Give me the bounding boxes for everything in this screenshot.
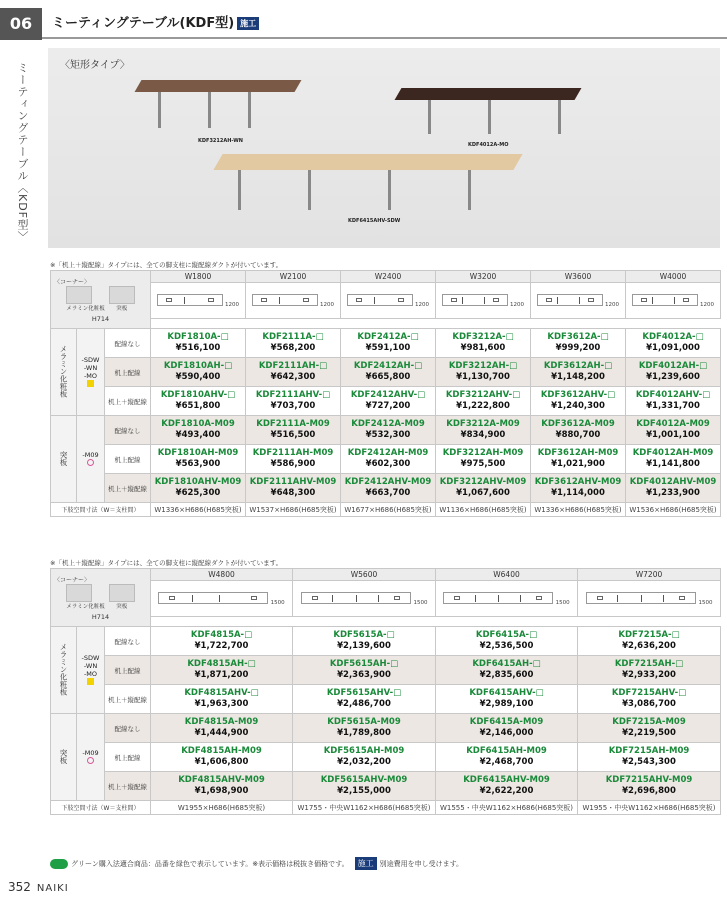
table-image-dark xyxy=(395,88,582,100)
color-swatch-icon xyxy=(87,380,94,387)
table-leg xyxy=(388,170,391,210)
price-cell: KDF2412AH-□ ¥665,800 xyxy=(341,358,436,387)
price-cell: KDF3612A-M09 ¥880,700 xyxy=(531,416,626,445)
row-label: 机上配線 xyxy=(105,358,151,387)
price-cell: KDF7215A-□ ¥2,636,200 xyxy=(578,627,721,656)
width-header: W2100 xyxy=(246,271,341,283)
clearance-cell: W1555・中央W1162×H686(H685突板) xyxy=(436,801,578,815)
price-cell: KDF2111A-M09 ¥516,500 xyxy=(246,416,341,445)
photo-caption: KDF4012A-MO xyxy=(468,142,509,148)
price-cell: KDF3212AHV-M09 ¥1,067,600 xyxy=(436,474,531,503)
clearance-cell: W1136×H686(H685突板) xyxy=(436,503,531,517)
price-cell: KDF2412AH-M09 ¥602,300 xyxy=(341,445,436,474)
price-cell: KDF1810AH-M09 ¥563,900 xyxy=(151,445,246,474)
price-cell: KDF4012AH-M09 ¥1,141,800 xyxy=(626,445,721,474)
construction-badge: 施工 xyxy=(237,17,259,30)
clearance-cell: W1336×H686(H685突板) xyxy=(531,503,626,517)
price-cell: KDF2412AHV-□ ¥727,200 xyxy=(341,387,436,416)
table-image-walnut xyxy=(135,80,302,92)
group-veneer: 突板 xyxy=(51,714,77,801)
melamine-swatch xyxy=(66,584,92,602)
width-header: W3200 xyxy=(436,271,531,283)
clearance-cell: W1955・中央W1162×H686(H685突板) xyxy=(578,801,721,815)
price-cell: KDF5615A-M09 ¥1,789,800 xyxy=(293,714,436,743)
melamine-swatch xyxy=(66,286,92,304)
price-cell: KDF2111AH-□ ¥642,300 xyxy=(246,358,341,387)
corner-header xyxy=(51,569,151,627)
finish-label: 突板 xyxy=(116,603,128,610)
price-cell: KDF3612AH-□ ¥1,148,200 xyxy=(531,358,626,387)
group-colors: -M09 xyxy=(77,714,105,801)
photo-caption: KDF3212AH-WN xyxy=(198,138,243,144)
green-purchase-icon xyxy=(50,859,68,869)
group-melamine: メラミン化粧板 xyxy=(51,329,77,416)
plan-diagram: 1200 xyxy=(151,283,246,319)
price-cell: KDF3212A-M09 ¥834,900 xyxy=(436,416,531,445)
finish-label: メラミン化粧板 xyxy=(66,305,105,312)
width-header: W5600 xyxy=(293,569,436,581)
height-label: H714 xyxy=(91,314,110,323)
product-photo xyxy=(48,48,720,248)
color-mark-icon xyxy=(87,459,94,466)
table-leg xyxy=(468,170,471,210)
width-header: W7200 xyxy=(578,569,721,581)
row-label: 配線なし xyxy=(105,416,151,445)
price-cell: KDF1810AHV-□ ¥651,800 xyxy=(151,387,246,416)
group-colors: -SDW -WN -MO xyxy=(77,329,105,416)
clearance-cell: W1537×H686(H685突板) xyxy=(246,503,341,517)
brand-name: NAIKI xyxy=(36,883,69,894)
side-label: ミーティングテーブル〈KDF型〉 xyxy=(16,62,29,244)
row-label: 机上＋縦配線 xyxy=(105,685,151,714)
row-label: 机上＋縦配線 xyxy=(105,474,151,503)
page-title: ミーティングテーブル(KDF型) 施工 xyxy=(52,12,259,31)
row-label: 机上配線 xyxy=(105,656,151,685)
table-leg xyxy=(308,170,311,210)
row-label: 配線なし xyxy=(105,329,151,358)
clearance-cell: W1955×H686(H685突板) xyxy=(151,801,293,815)
finish-label: 突板 xyxy=(116,305,128,312)
width-header: W2400 xyxy=(341,271,436,283)
plan-diagram: 1200 xyxy=(341,283,436,319)
row-label: 机上配線 xyxy=(105,445,151,474)
table-image-oak xyxy=(213,154,522,170)
price-cell: KDF3612AHV-M09 ¥1,114,000 xyxy=(531,474,626,503)
price-cell: KDF7215A-M09 ¥2,219,500 xyxy=(578,714,721,743)
price-cell: KDF4815A-M09 ¥1,444,900 xyxy=(151,714,293,743)
clearance-cell: W1536×H686(H685突板) xyxy=(626,503,721,517)
veneer-swatch xyxy=(109,584,135,602)
price-cell: KDF4012AH-□ ¥1,239,600 xyxy=(626,358,721,387)
table-leg xyxy=(428,100,431,134)
price-cell: KDF1810AHV-M09 ¥625,300 xyxy=(151,474,246,503)
group-veneer: 突板 xyxy=(51,416,77,503)
price-cell: KDF2111AH-M09 ¥586,900 xyxy=(246,445,341,474)
plan-diagram: 1500 xyxy=(293,581,436,617)
photo-subtitle: 〈矩形タイプ〉 xyxy=(60,60,130,71)
row-label: 配線なし xyxy=(105,627,151,656)
height-label: H714 xyxy=(91,612,110,621)
width-header: W4800 xyxy=(151,569,293,581)
header-divider xyxy=(42,37,727,39)
table-leg xyxy=(158,92,161,128)
group-melamine: メラミン化粧板 xyxy=(51,627,77,714)
price-cell: KDF5615AHV-M09 ¥2,155,000 xyxy=(293,772,436,801)
plan-diagram: 1500 xyxy=(436,581,578,617)
row-label: 机上＋縦配線 xyxy=(105,772,151,801)
price-cell: KDF6415A-□ ¥2,536,500 xyxy=(436,627,578,656)
table2-note: ※「机上＋縦配線」タイプには、全ての脚支柱に縦配線ダクトが付いています。 xyxy=(50,559,283,567)
price-cell: KDF4815AHV-□ ¥1,963,300 xyxy=(151,685,293,714)
row-label: 机上配線 xyxy=(105,743,151,772)
plan-diagram: 1500 xyxy=(578,581,721,617)
row-label: 配線なし xyxy=(105,714,151,743)
price-cell: KDF4012AHV-□ ¥1,331,700 xyxy=(626,387,721,416)
price-cell: KDF5615A-□ ¥2,139,600 xyxy=(293,627,436,656)
plan-diagram: 1500 xyxy=(151,581,293,617)
finish-label: メラミン化粧板 xyxy=(66,603,105,610)
price-cell: KDF5615AH-□ ¥2,363,900 xyxy=(293,656,436,685)
color-mark-icon xyxy=(87,757,94,764)
corner-header xyxy=(51,271,151,329)
footer-note: グリーン購入法適合商品：品番を緑色で表示しています。※表示価格は税抜き価格です。 施工 別途費用を申し受けます。 xyxy=(50,857,463,870)
price-cell: KDF4815AHV-M09 ¥1,698,900 xyxy=(151,772,293,801)
price-cell: KDF6415AHV-M09 ¥2,622,200 xyxy=(436,772,578,801)
price-cell: KDF3212A-□ ¥981,600 xyxy=(436,329,531,358)
group-colors: -M09 xyxy=(77,416,105,503)
price-cell: KDF4012AHV-M09 ¥1,233,900 xyxy=(626,474,721,503)
price-cell: KDF3212AH-M09 ¥975,500 xyxy=(436,445,531,474)
price-cell: KDF1810A-M09 ¥493,400 xyxy=(151,416,246,445)
price-cell: KDF2111AHV-□ ¥703,700 xyxy=(246,387,341,416)
plan-diagram: 1200 xyxy=(626,283,721,319)
photo-caption: KDF6415AHV-SDW xyxy=(348,218,401,224)
table-leg xyxy=(238,170,241,210)
price-cell: KDF3212AH-□ ¥1,130,700 xyxy=(436,358,531,387)
clearance-label: 下肢空間寸法（W＝支柱間） xyxy=(51,801,151,815)
page-number: 352 NAIKI xyxy=(8,880,69,894)
price-cell: KDF5615AHV-□ ¥2,486,700 xyxy=(293,685,436,714)
price-table-2 xyxy=(50,568,721,815)
color-swatch-icon xyxy=(87,678,94,685)
price-cell: KDF3612AH-M09 ¥1,021,900 xyxy=(531,445,626,474)
width-header: W6400 xyxy=(436,569,578,581)
finish-swatches xyxy=(51,584,150,610)
price-cell: KDF4815AH-M09 ¥1,606,800 xyxy=(151,743,293,772)
price-cell: KDF2111AHV-M09 ¥648,300 xyxy=(246,474,341,503)
price-cell: KDF3212AHV-□ ¥1,222,800 xyxy=(436,387,531,416)
clearance-cell: W1755・中央W1162×H686(H685突板) xyxy=(293,801,436,815)
price-cell: KDF4012A-□ ¥1,091,000 xyxy=(626,329,721,358)
table1-note: ※「机上＋縦配線」タイプには、全ての脚支柱に縦配線ダクトが付いています。 xyxy=(50,261,283,269)
table-leg xyxy=(558,100,561,134)
finish-swatches xyxy=(51,286,150,312)
price-cell: KDF6415AH-M09 ¥2,468,700 xyxy=(436,743,578,772)
price-cell: KDF3612AHV-□ ¥1,240,300 xyxy=(531,387,626,416)
width-header: W3600 xyxy=(531,271,626,283)
width-header: W4000 xyxy=(626,271,721,283)
price-cell: KDF2412A-□ ¥591,100 xyxy=(341,329,436,358)
width-header: W1800 xyxy=(151,271,246,283)
price-cell: KDF1810AH-□ ¥590,400 xyxy=(151,358,246,387)
price-cell: KDF2412AHV-M09 ¥663,700 xyxy=(341,474,436,503)
price-cell: KDF4012A-M09 ¥1,001,100 xyxy=(626,416,721,445)
price-cell: KDF6415AHV-□ ¥2,989,100 xyxy=(436,685,578,714)
table-leg xyxy=(208,92,211,128)
table-leg xyxy=(488,100,491,134)
price-cell: KDF4815A-□ ¥1,722,700 xyxy=(151,627,293,656)
price-cell: KDF1810A-□ ¥516,100 xyxy=(151,329,246,358)
clearance-cell: W1336×H686(H685突板) xyxy=(151,503,246,517)
clearance-label: 下肢空間寸法（W＝支柱間） xyxy=(51,503,151,517)
price-cell: KDF7215AHV-M09 ¥2,696,800 xyxy=(578,772,721,801)
group-colors: -SDW -WN -MO xyxy=(77,627,105,714)
price-cell: KDF4815AH-□ ¥1,871,200 xyxy=(151,656,293,685)
price-cell: KDF7215AHV-□ ¥3,086,700 xyxy=(578,685,721,714)
row-label: 机上＋縦配線 xyxy=(105,387,151,416)
plan-diagram: 1200 xyxy=(436,283,531,319)
plan-diagram: 1200 xyxy=(246,283,341,319)
price-cell: KDF5615AH-M09 ¥2,032,200 xyxy=(293,743,436,772)
price-table-1 xyxy=(50,270,721,517)
corner-label: 〈コーナー〉 xyxy=(54,278,91,286)
price-cell: KDF7215AH-M09 ¥2,543,300 xyxy=(578,743,721,772)
price-cell: KDF3612A-□ ¥999,200 xyxy=(531,329,626,358)
price-cell: KDF7215AH-□ ¥2,933,200 xyxy=(578,656,721,685)
plan-diagram: 1200 xyxy=(531,283,626,319)
table-leg xyxy=(248,92,251,128)
veneer-swatch xyxy=(109,286,135,304)
price-cell: KDF2111A-□ ¥568,200 xyxy=(246,329,341,358)
corner-label: 〈コーナー〉 xyxy=(54,576,91,584)
price-cell: KDF2412A-M09 ¥532,300 xyxy=(341,416,436,445)
clearance-cell: W1677×H686(H685突板) xyxy=(341,503,436,517)
price-cell: KDF6415AH-□ ¥2,835,600 xyxy=(436,656,578,685)
price-cell: KDF6415A-M09 ¥2,146,000 xyxy=(436,714,578,743)
section-number: 06 xyxy=(0,8,42,40)
construction-badge: 施工 xyxy=(355,857,377,870)
page-header xyxy=(0,0,727,40)
